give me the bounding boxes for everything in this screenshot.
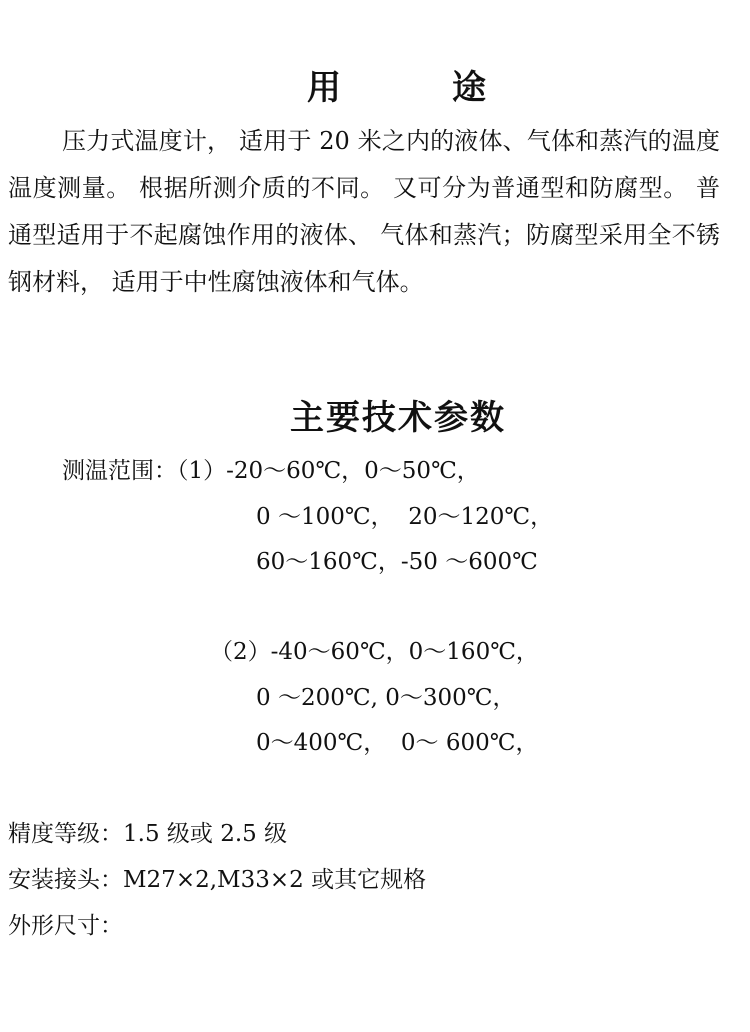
specs-title: 主要技术参数 — [290, 398, 506, 438]
range-line-2b: 0 ～200℃, 0～300℃， — [256, 685, 516, 711]
range-line-2c: 0～400℃， 0～ 600℃， — [256, 730, 539, 756]
range-label-line: 测温范围：（1）-20～60℃，0～50℃， — [62, 458, 480, 484]
range-line-2a: （2）-40～60℃，0～160℃， — [210, 639, 539, 665]
usage-paragraph: 压力式温度计， 适用于 20 米之内的液体、气体和蒸汽的温度温度测量。 根据所测介质的不同。 又可分为普通型和防腐型。 普通型适用于不起腐蚀作用的液体、 气体和蒸汽；防腐型采用全不锈钢材料， 适用于中性腐蚀液体和气体。 — [8, 127, 720, 296]
connector-line: 安装接头：M27×2,M33×2 或其它规格 — [8, 867, 427, 893]
accuracy-line: 精度等级：1.5 级或 2.5 级 — [8, 821, 288, 847]
range-line-1a: 0 ～100℃， 20～120℃， — [256, 504, 554, 530]
dimensions-line: 外形尺寸： — [8, 913, 123, 939]
range-line-1b: 60～160℃，-50 ～600℃ — [256, 549, 538, 575]
usage-title-char-2: 途 — [452, 68, 488, 108]
usage-title-char-1: 用 — [307, 68, 343, 108]
